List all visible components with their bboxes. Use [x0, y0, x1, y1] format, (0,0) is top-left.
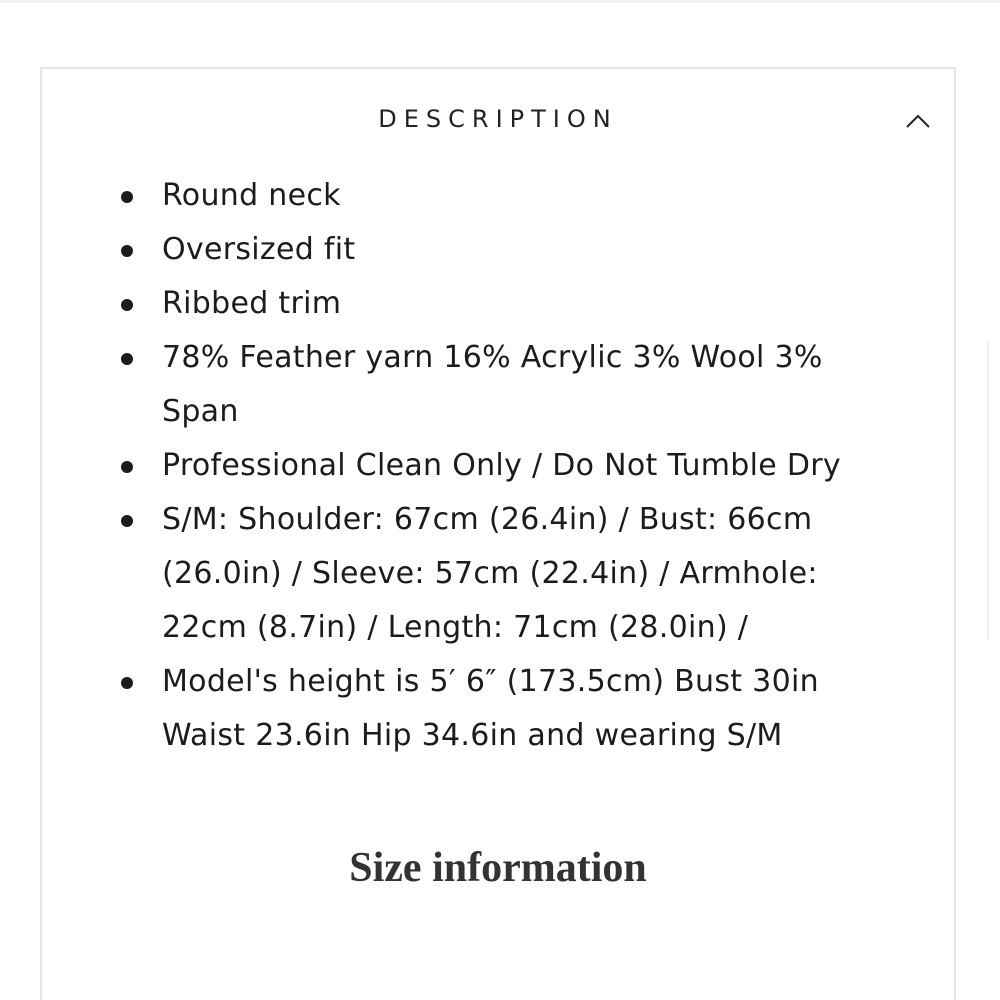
list-item [117, 493, 907, 655]
chevron-up-icon[interactable] [904, 111, 932, 131]
list-item [117, 331, 907, 439]
list-item [117, 655, 907, 763]
bullet-icon [121, 191, 133, 203]
list-item-text: Model's height is 5′ 6″ (173.5cm) Bust 30in Waist 23.6in Hip 34.6in and wearing S/M [162, 664, 819, 753]
list-item-text: S/M: Shoulder: 67cm (26.4in) / Bust: 66cm (26.0in) / Sleeve: 57cm (22.4in) / Armhole: 22cm (8.7in) / Length: 71cm (28.0in) / [162, 502, 818, 645]
bullet-icon [121, 461, 133, 473]
list-item [117, 169, 907, 223]
description-accordion-toggle[interactable] [42, 69, 954, 169]
description-panel [40, 67, 956, 1000]
list-item-text: Oversized fit [162, 232, 356, 267]
scrollbar-track [987, 340, 989, 640]
bullet-icon [121, 299, 133, 311]
list-item-text: Round neck [162, 178, 341, 213]
size-information-heading: Size information [349, 845, 647, 891]
list-item [117, 223, 907, 277]
list-item-text: 78% Feather yarn 16% Acrylic 3% Wool 3% Span [162, 340, 823, 429]
bullet-icon [121, 245, 133, 257]
top-divider [0, 0, 1000, 3]
list-item-text: Professional Clean Only / Do Not Tumble Dry [162, 448, 841, 483]
list-item [117, 439, 907, 493]
bullet-icon [121, 515, 133, 527]
bullet-icon [121, 677, 133, 689]
list-item [117, 277, 907, 331]
description-list [117, 169, 907, 763]
list-item-text: Ribbed trim [162, 286, 342, 321]
accordion-title: DESCRIPTION [378, 105, 618, 133]
bullet-icon [121, 353, 133, 365]
